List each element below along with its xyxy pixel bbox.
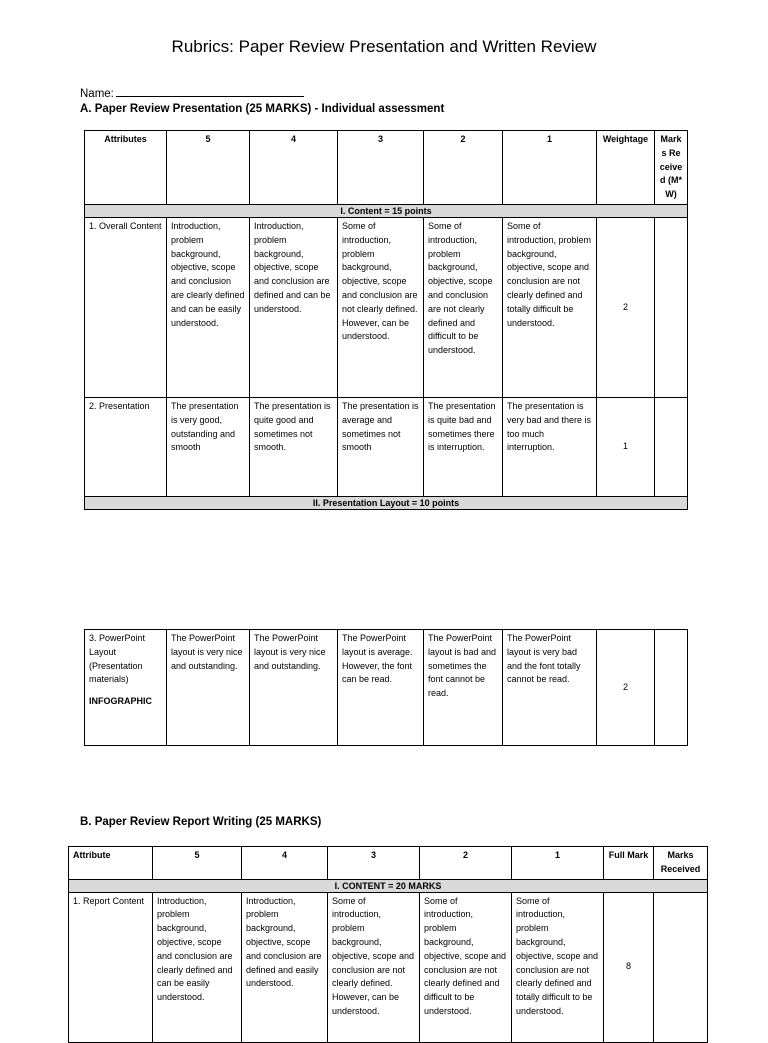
rubric-cell: The PowerPoint layout is very bad and the font totally cannot be read. — [503, 630, 597, 746]
weightage-value: 1 — [597, 397, 655, 496]
header-score-2: 2 — [420, 847, 512, 880]
rubric-cell: The PowerPoint layout is average. However, the font can be read. — [338, 630, 424, 746]
rubric-cell: The PowerPoint layout is very nice and outstanding. — [167, 630, 250, 746]
rubric-cell: The presentation is very bad and there is too much interruption. — [503, 397, 597, 496]
rubric-cell: The presentation is very good, outstanding and smooth — [167, 397, 250, 496]
header-marks-received: Marks Received — [654, 847, 708, 880]
attribute-cell — [85, 630, 167, 746]
marks-received-cell — [655, 397, 688, 496]
table-header-row — [69, 847, 708, 880]
table-header-row — [85, 131, 688, 205]
header-score-3: 3 — [328, 847, 420, 880]
section-row-content: I. Content = 15 points — [85, 204, 688, 217]
header-score-1: 1 — [503, 131, 597, 205]
rubric-cell: The PowerPoint layout is very nice and outstanding. — [250, 630, 338, 746]
rubric-cell: The presentation is average and sometimes not smooth — [338, 397, 424, 496]
marks-received-cell — [655, 630, 688, 746]
section-a-table-continued — [84, 629, 688, 746]
rubric-cell: Introduction, problem background, objective, scope and conclusion are defined and can be understood. — [250, 217, 338, 397]
attribute-label: 3. PowerPoint Layout (Presentation materials) — [89, 633, 146, 685]
header-score-4: 4 — [250, 131, 338, 205]
attribute-extra: INFOGRAPHIC — [89, 696, 152, 707]
section-b-heading: B. Paper Review Report Writing (25 MARKS) — [80, 816, 322, 828]
table-row — [85, 397, 688, 496]
header-score-1: 1 — [512, 847, 604, 880]
rubric-cell: Some of introduction, problem background, objective, scope and conclusion are not clearly defined. However, can be understood. — [328, 892, 420, 1042]
table-row — [69, 892, 708, 1042]
rubric-cell: Some of introduction, problem background, objective, scope and conclusion are not clearly defined and totally difficult to be understood. — [512, 892, 604, 1042]
section-row-layout: II. Presentation Layout = 10 points — [85, 496, 688, 509]
name-blank-line — [116, 86, 304, 97]
marks-received-cell — [655, 217, 688, 397]
section-a-table — [84, 130, 688, 510]
rubric-cell: Introduction, problem background, objective, scope and conclusion are defined and easily understood. — [242, 892, 328, 1042]
rubric-cell: Introduction, problem background, objective, scope and conclusion are clearly defined and can be easily understood. — [153, 892, 242, 1042]
rubric-cell: Some of introduction, problem background, objective, scope and conclusion are not clearly defined and difficult to be understood. — [420, 892, 512, 1042]
name-field — [80, 86, 304, 100]
weightage-value: 2 — [597, 217, 655, 397]
rubric-cell: Introduction, problem background, objective, scope and conclusion are clearly defined and can be easily understood. — [167, 217, 250, 397]
table-row — [85, 630, 688, 746]
header-score-3: 3 — [338, 131, 424, 205]
section-row-content: I. CONTENT = 20 MARKS — [69, 879, 708, 892]
section-b-table — [68, 846, 708, 1043]
weightage-value: 2 — [597, 630, 655, 746]
header-full-mark: Full Mark — [604, 847, 654, 880]
table-row — [85, 217, 688, 397]
attribute-cell: 1. Overall Content — [85, 217, 167, 397]
header-score-4: 4 — [242, 847, 328, 880]
rubric-cell: Some of introduction, problem background, objective, scope and conclusion are not clearly defined and difficult to be understood. — [424, 217, 503, 397]
header-score-5: 5 — [167, 131, 250, 205]
name-label: Name: — [80, 88, 114, 100]
header-attributes: Attributes — [85, 131, 167, 205]
header-score-2: 2 — [424, 131, 503, 205]
header-weightage: Weightage — [597, 131, 655, 205]
attribute-cell: 1. Report Content — [69, 892, 153, 1042]
attribute-cell: 2. Presentation — [85, 397, 167, 496]
page-title: Rubrics: Paper Review Presentation and Written Review — [171, 37, 597, 56]
rubric-cell: The presentation is quite bad and sometimes there is interruption. — [424, 397, 503, 496]
header-score-5: 5 — [153, 847, 242, 880]
full-mark-value: 8 — [604, 892, 654, 1042]
rubric-cell: The presentation is quite good and sometimes not smooth. — [250, 397, 338, 496]
section-a-heading: A. Paper Review Presentation (25 MARKS) - Individual assessment — [80, 103, 445, 115]
rubric-cell: Some of introduction, problem background, objective, scope and conclusion are not clearly defined and totally difficult be understood. — [503, 217, 597, 397]
rubric-cell: The PowerPoint layout is bad and sometimes the font cannot be read. — [424, 630, 503, 746]
header-attribute: Attribute — [69, 847, 153, 880]
rubric-cell: Some of introduction, problem background, objective, scope and conclusion are not clearly defined. However, can be understood. — [338, 217, 424, 397]
header-marks-received: Marks Received (M*W) — [655, 131, 688, 205]
marks-received-cell — [654, 892, 708, 1042]
